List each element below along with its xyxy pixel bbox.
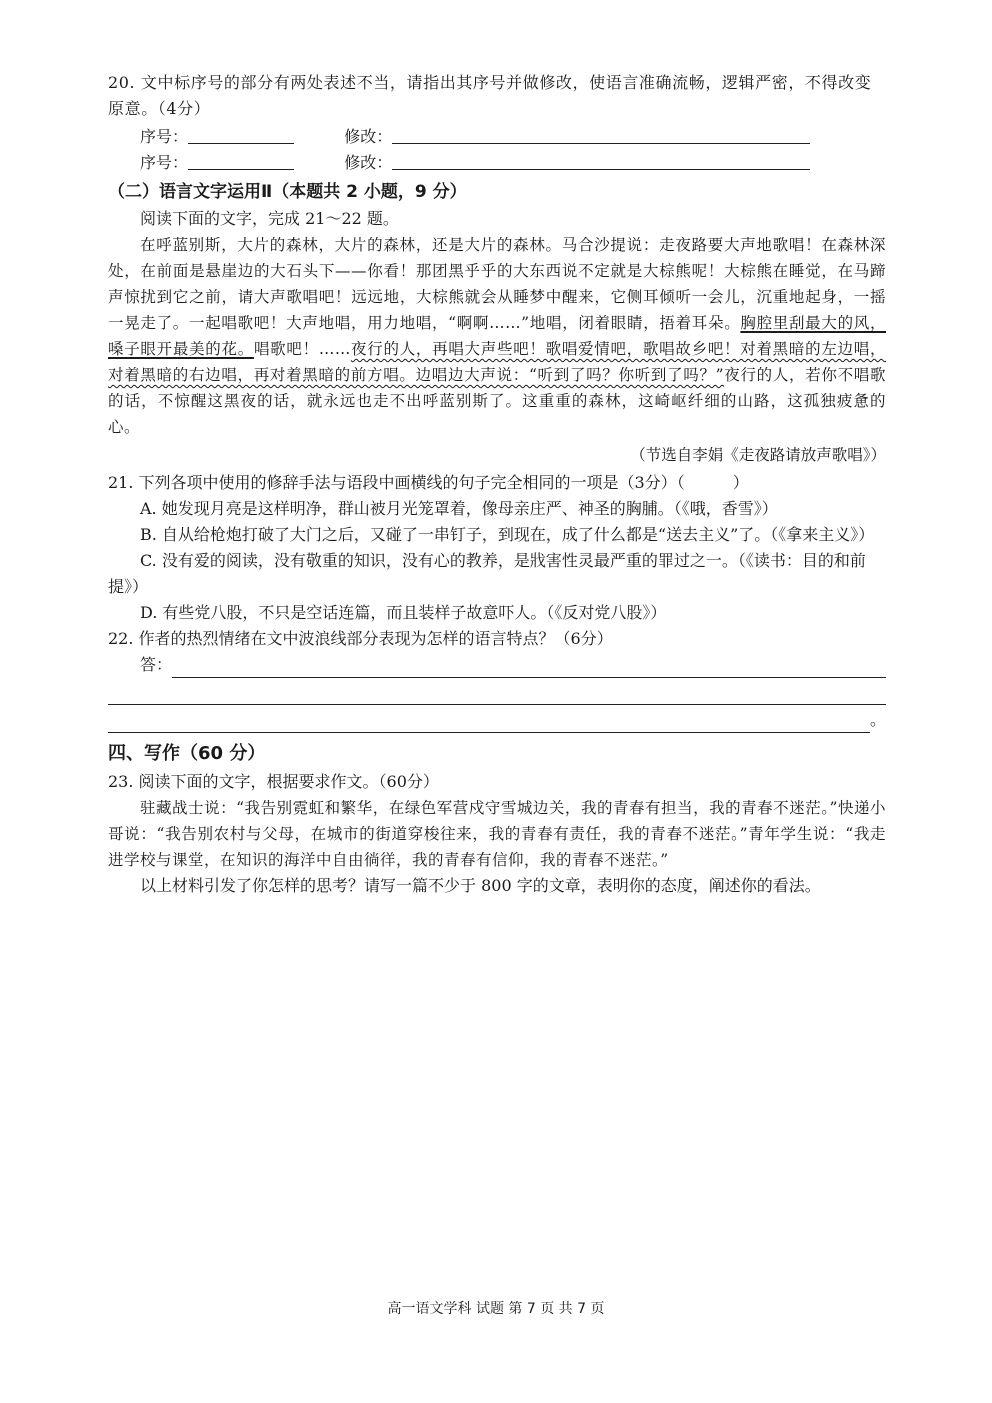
- seq-label: 序号：: [140, 127, 189, 146]
- passage-text-3: 夜行的人，若你不唱歌的话，不惊醒这黑夜的话，就永远也走不出呼蓝别斯了。这重重的森林，这崎岖纤细的山路，这孤独疲惫的心。: [108, 366, 886, 436]
- answer-line-1[interactable]: [172, 653, 886, 678]
- answer-end-mark: 。: [869, 710, 886, 729]
- answer-label: 答：: [140, 655, 173, 674]
- passage-text-2: 唱歌吧！……: [253, 340, 351, 358]
- wavy-underlined-text: 夜行的人，再唱大声些吧！歌唱爱情吧，歌唱故乡吧！对着黑暗的左边唱，对着黑暗的右边唱，再对着黑暗的前方唱。边唱边大声说：“听到了吗？你听到了吗？”: [108, 340, 886, 384]
- mod-blank[interactable]: [392, 153, 810, 170]
- q21-option-c: C. 没有爱的阅读，没有敬重的知识，没有心的教养，是戕害性灵最严重的罪过之一。（《读书：目的和前提》）: [108, 551, 866, 596]
- section2-title: （二）语言文字运用Ⅱ（本题共 2 小题，9 分）: [108, 182, 467, 202]
- passage-source: （节选自李娟《走夜路请放声歌唱》）: [630, 446, 886, 464]
- reading-passage: [108, 232, 886, 440]
- q22-answer-row: [108, 652, 886, 678]
- q21-stem-end: ）: [732, 473, 749, 492]
- passage-text-1: 在呼蓝别斯，大片的森林，大片的森林，还是大片的森林。马合沙提说：走夜路要大声地歌唱！在森林深处，在前面是悬崖边的大石头下——你看！那团黑乎乎的大东西说不定就是大棕熊呢！大棕熊在睡觉，在马蹄声惊扰到它之前，请大声歌唱吧！远远地，大棕熊就会从睡梦中醒来，它侧耳倾听一会儿，沉重地起身，一摇一晃走了。一起唱歌吧！大声地唱，用力地唱，“啊啊……”地唱，闭着眼睛，捂着耳朵。: [108, 236, 886, 332]
- page-footer: 高一语文学科 试题 第 7 页 共 7 页: [387, 1301, 605, 1317]
- q21-option-a: A. 她发现月亮是这样明净，群山被月光笼罩着，像母亲庄严、神圣的胸脯。（《哦，香雪》）: [140, 499, 778, 518]
- q21-stem: [108, 470, 886, 496]
- section2-intro: 阅读下面的文字，完成 21～22 题。: [140, 209, 399, 228]
- seq-blank[interactable]: [188, 153, 294, 170]
- answer-line-3-row: [108, 707, 886, 733]
- underlined-sentence: 胸腔里刮最大的风，嗓子眼开最美的花。: [108, 314, 886, 358]
- q21-stem-text: 21. 下列各项中使用的修辞手法与语段中画横线的句子完全相同的一项是（3分）（: [108, 473, 685, 492]
- mod-blank[interactable]: [392, 127, 810, 144]
- writing-material: 驻藏战士说：“我告别霓虹和繁华，在绿色军营戍守雪城边关，我的青春有担当，我的青春不迷茫。”快递小哥说：“我告别农村与父母，在城市的街道穿梭往来，我的青春有责任，我的青春不迷茫。”青年学生说：“我走进学校与课堂，在知识的海洋中自由徜徉，我的青春有信仰，我的青春不迷茫。”: [108, 799, 886, 869]
- q20-stem: 20. 文中标序号的部分有两处表述不当，请指出其序号并做修改，使语言准确流畅，逻辑严密，不得改变原意。（4分）: [108, 73, 872, 118]
- q22-stem: 22. 作者的热烈情绪在文中波浪线部分表现为怎样的语言特点？（6分）: [108, 629, 613, 648]
- answer-line-3[interactable]: [108, 708, 870, 733]
- seq-blank[interactable]: [188, 127, 294, 144]
- section4-title: 四、写作（60 分）: [108, 743, 266, 764]
- mod-label: 修改：: [344, 127, 393, 146]
- q20-answer-row-2: [108, 150, 886, 176]
- q21-option-b: B. 自从给枪炮打破了大门之后，又碰了一串钉子，到现在，成了什么都是“送去主义”了。（《拿来主义》）: [140, 525, 875, 544]
- mod-label: 修改：: [344, 153, 393, 172]
- q21-option-d: D. 有些党八股，不只是空话连篇，而且装样子故意吓人。（《反对党八股》）: [140, 603, 667, 622]
- answer-line-2[interactable]: [108, 680, 886, 705]
- q20-answer-row-1: [108, 124, 886, 150]
- seq-label: 序号：: [140, 153, 189, 172]
- q23-stem: 23. 阅读下面的文字，根据要求作文。（60分）: [108, 772, 439, 791]
- writing-prompt: 以上材料引发了你怎样的思考？请写一篇不少于 800 字的文章，表明你的态度，阐述你的看法。: [140, 876, 821, 895]
- exam-page: [108, 70, 886, 899]
